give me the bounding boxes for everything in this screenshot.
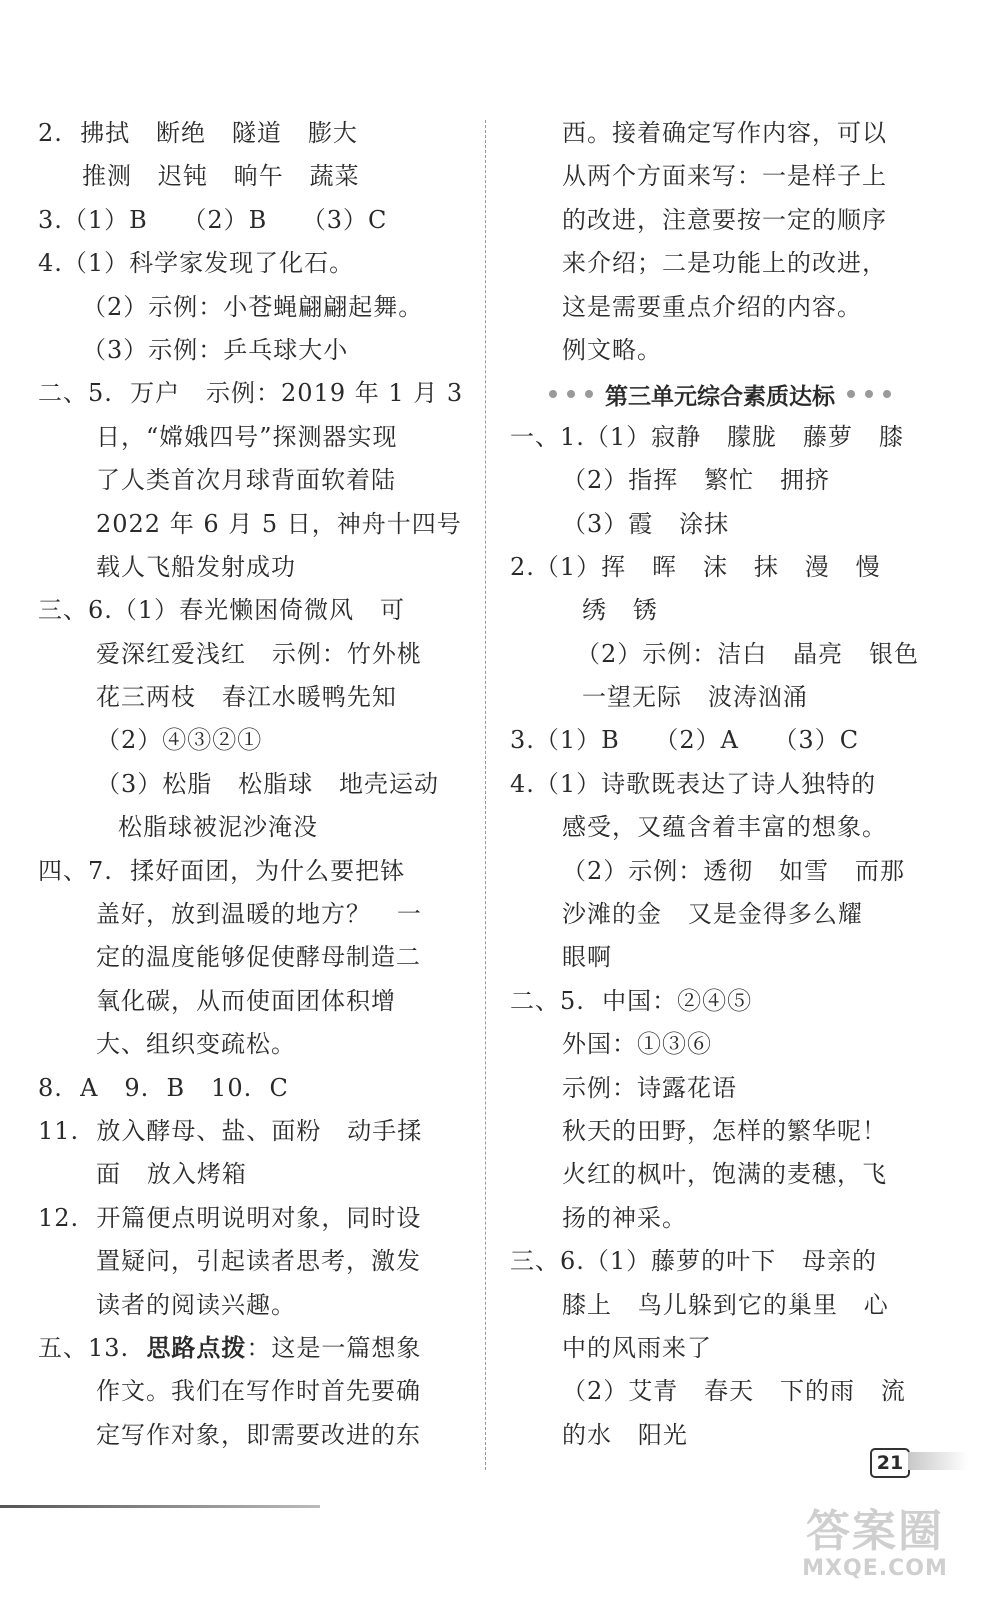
answer-line: 爱深红爱浅红 示例：竹外桃 [96, 639, 422, 668]
answer-line: 的水 阳光 [562, 1420, 688, 1449]
answer-line: 绣 锈 [582, 596, 658, 625]
answer-line: 作文。我们在写作时首先要确 [96, 1377, 421, 1406]
answer-line: 2022 年 6 月 5 日，神舟十四号 [96, 509, 462, 538]
answer-line: 扬的神采。 [562, 1203, 687, 1232]
answer-line: 3.（1）B （2）B （3）C [38, 205, 388, 234]
watermark-logo: 答案圈 [806, 1506, 944, 1557]
answer-line: （2）指挥 繁忙 拥挤 [562, 466, 831, 495]
answer-line: 的改进，注意要按一定的顺序 [562, 205, 887, 234]
answer-line: 眼啊 [562, 943, 612, 972]
answer-line: 火红的枫叶，饱满的麦穗，飞 [562, 1160, 887, 1189]
answer-line: 一望无际 波涛汹涌 [582, 683, 808, 712]
answer-line: 2. 拂拭 断绝 隧道 膨大 [38, 119, 358, 147]
answer-line: 例文略。 [562, 335, 662, 364]
section-header [510, 372, 930, 415]
answer-line: （3）霞 涂抹 [562, 509, 730, 538]
answer-line: 秋天的田野，怎样的繁华呢！ [562, 1116, 887, 1145]
answer-line: 花三两枝 春江水暖鸭先知 [96, 683, 397, 712]
answer-line: 五、13. 思路点拨：这是一篇想象 [38, 1333, 422, 1362]
answer-line: （3）松脂 松脂球 地壳运动 [96, 769, 440, 798]
answer-line: 读者的阅读兴趣。 [96, 1290, 296, 1319]
answer-line: 三、6.（1）春光懒困倚微风 可 [38, 596, 406, 625]
page-number: 21 [870, 1448, 910, 1478]
answer-line: （2）④③②① [96, 726, 263, 755]
page-number-tab-decoration [908, 1452, 968, 1470]
answer-line: （2）示例：透彻 如雪 而那 [562, 856, 906, 885]
unit3-answers [510, 416, 930, 1457]
answer-line: 4.（1）科学家发现了化石。 [38, 249, 355, 278]
answer-line: 日，“嫦娥四号”探测器实现 [96, 422, 398, 451]
answer-line: 三、6.（1）藤萝的叶下 母亲的 [510, 1247, 878, 1276]
answer-line: 面 放入烤箱 [96, 1160, 247, 1189]
answer-line: 置疑问，引起读者思考，激发 [96, 1247, 421, 1276]
answer-line: 松脂球被泥沙淹没 [118, 813, 318, 842]
right-column [510, 112, 930, 1457]
answer-line: 沙滩的金 又是金得多么耀 [562, 900, 863, 929]
watermark [790, 1508, 960, 1582]
right-dots-decoration [847, 390, 891, 398]
bottom-rule [0, 1505, 320, 1508]
answer-line: 12. 开篇便点明说明对象，同时设 [38, 1203, 422, 1232]
answer-line: 11. 放入酵母、盐、面粉 动手揉 [38, 1116, 423, 1145]
answer-line: 来介绍；二是功能上的改进， [562, 249, 887, 278]
answer-line: 8. A 9. B 10. C [38, 1073, 289, 1102]
watermark-url: MXQE.COM [802, 1556, 948, 1581]
answer-line: 感受，又蕴含着丰富的想象。 [562, 813, 887, 842]
answer-line: 四、7. 揉好面团，为什么要把钵 [38, 856, 406, 885]
answer-line: 大、组织变疏松。 [96, 1030, 296, 1059]
section-title: 第三单元综合素质达标 [605, 383, 835, 410]
answer-line: 外国：①③⑥ [562, 1030, 712, 1059]
answer-line: 西。接着确定写作内容，可以 [562, 119, 887, 147]
answer-line: 盖好，放到温暖的地方？ 一 [96, 900, 422, 929]
answer-line: 定的温度能够促使酵母制造二 [96, 943, 421, 972]
answer-line: （2）艾青 春天 下的雨 流 [562, 1377, 906, 1406]
answer-line: 膝上 鸟儿躲到它的巢里 心 [562, 1290, 889, 1319]
answer-line: 二、5. 万户 示例：2019 年 1 月 3 [38, 379, 464, 408]
answer-line: （2）示例：小苍蝇翩翩起舞。 [82, 292, 424, 321]
answer-line: 定写作对象，即需要改进的东 [96, 1420, 421, 1449]
left-dots-decoration [549, 390, 593, 398]
answer-line: 二、5. 中国：②④⑤ [510, 986, 753, 1015]
answer-line: （2）示例：洁白 晶亮 银色 [576, 639, 920, 668]
answer-line: 了人类首次月球背面软着陆 [96, 466, 396, 495]
right-column-continuation [510, 112, 930, 372]
answer-line: 从两个方面来写：一是样子上 [562, 162, 887, 191]
answer-line: 3.（1）B （2）A （3）C [510, 726, 860, 755]
answer-line: 一、1.（1）寂静 朦胧 藤萝 膝 [510, 422, 904, 451]
answer-line: 示例：诗露花语 [562, 1073, 737, 1102]
answer-line: 氧化碳，从而使面团体积增 [96, 986, 396, 1015]
answer-line: 2.（1）挥 晖 沫 抹 漫 慢 [510, 552, 881, 581]
left-column [38, 112, 464, 1457]
hint-label: 思路点拨 [146, 1333, 247, 1362]
answer-line: 中的风雨来了 [562, 1333, 712, 1362]
answer-line: 载人飞船发射成功 [96, 552, 296, 581]
answer-line: 4.（1）诗歌既表达了诗人独特的 [510, 769, 877, 798]
column-divider [485, 120, 486, 1470]
answer-line: （3）示例：乒乓球大小 [82, 335, 349, 364]
answer-line: 推测 迟钝 晌午 蔬菜 [82, 162, 360, 191]
answer-line: 这是需要重点介绍的内容。 [562, 292, 862, 321]
